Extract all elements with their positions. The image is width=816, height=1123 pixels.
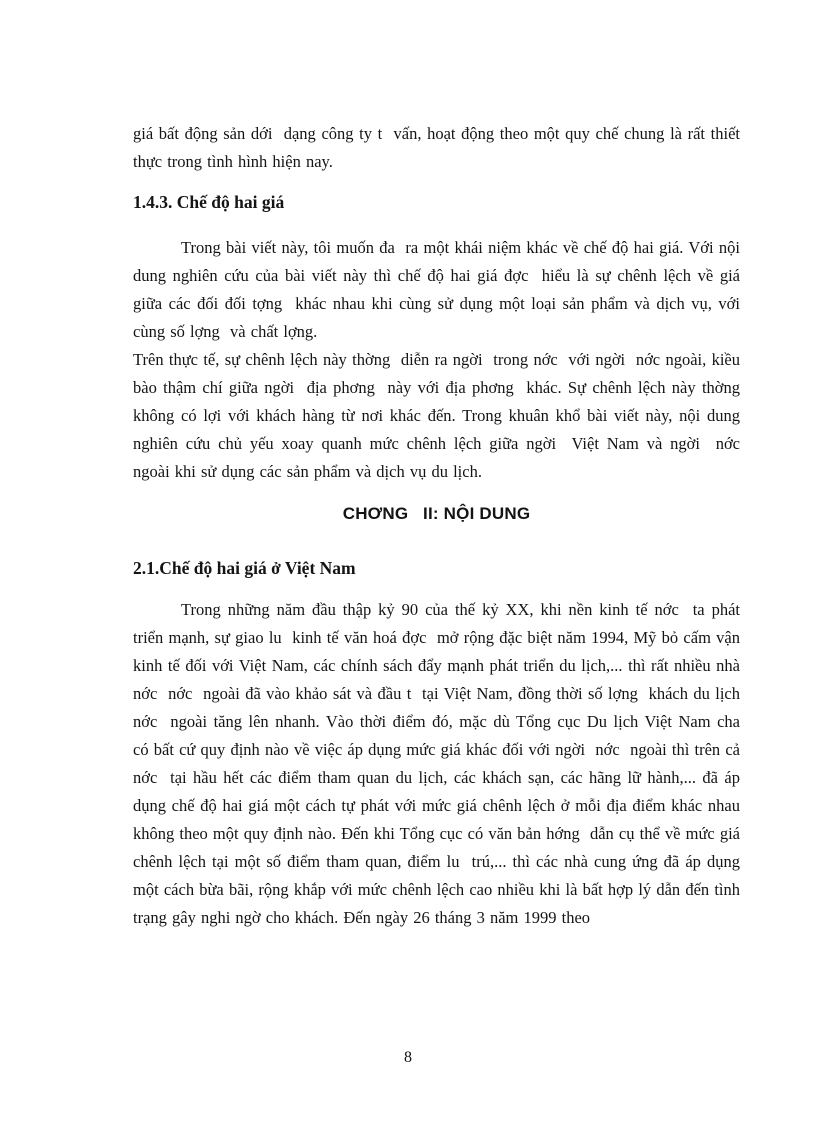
- paragraph-2: Trên thực tế, sự chênh lệch này thờng diễn ra ngời trong nớc với ngời nớc ngoài, kiều bào thậm chí giữa ngời địa phơng này với địa phơng khác. Sự chênh lệch này thờng không có lợi với khách hàng từ nơi khác đến. Trong khuân khổ bài viết này, nội dung nghiên cứu chủ yếu xoay quanh mức chênh lệch giữa ngời Việt Nam và ngời nớc ngoài khi sử dụng các sản phẩm và dịch vụ du lịch.: [133, 350, 751, 481]
- page-number: 8: [404, 1049, 412, 1066]
- chapter-heading: CHƠNG II: NỘI DUNG: [342, 504, 531, 523]
- paragraph-1: Trong bài viết này, tôi muốn đa ra một khái niệm khác về chế độ hai giá. Với nội dung nghiên cứu của bài viết này thì chế độ hai giá đợc hiểu là sự chênh lệch về giá giữa các đối đối tợng khác nhau khi cùng sử dụng một loại sản phẩm và dịch vụ, với cùng số lợng và chất lợng.: [133, 238, 746, 341]
- paragraph-intro: giá bất động sản dới dạng công ty t vấn, hoạt động theo một quy chế chung là rất thiết thực trong tình hình hiện nay.: [133, 124, 746, 171]
- paragraph-3: Trong những năm đầu thập kỷ 90 của thế kỷ XX, khi nền kinh tế nớc ta phát triển mạnh, sự giao lu kinh tế văn hoá đợc mở rộng đặc biệt năm 1994, Mỹ bỏ cấm vận kinh tế đối với Việt Nam, các chính sách đẩy mạnh phát triển du lịch,... thì rất nhiều nhà nớc nớc ngoài đã vào khảo sát và đầu t tại Việt Nam, đồng thời số lợng khách du lịch nớc ngoài tăng lên nhanh. Vào thời điểm đó, mặc dù Tổng cục Du lịch Việt Nam cha có bất cứ quy định nào về việc áp dụng mức giá khác đối với ngời nớc ngoài thì trên cả nớc tại hầu hết các điểm tham quan du lịch, các khách sạn, các hãng lữ hành,... đã áp dụng chế độ hai giá một cách tự phát với mức giá chênh lệch ở mỗi địa điểm khác nhau không theo một quy định nào. Đến khi Tổng cục có văn bản hớng dẫn cụ thể về mức giá chênh lệch tại một số điểm tham quan, điểm lu trú,... thì các nhà cung ứng đã áp dụng một cách bừa bãi, rộng khắp với mức chênh lệch cao nhiều khi là bất hợp lý dẫn đến tình trạng gây nghi ngờ cho khách. Đến ngày 26 tháng 3 năm 1999 theo: [133, 600, 751, 927]
- section-heading-1-4-3: 1.4.3. Chế độ hai giá: [133, 192, 285, 212]
- section-heading-2-1: 2.1.Chế độ hai giá ở Việt Nam: [133, 558, 356, 578]
